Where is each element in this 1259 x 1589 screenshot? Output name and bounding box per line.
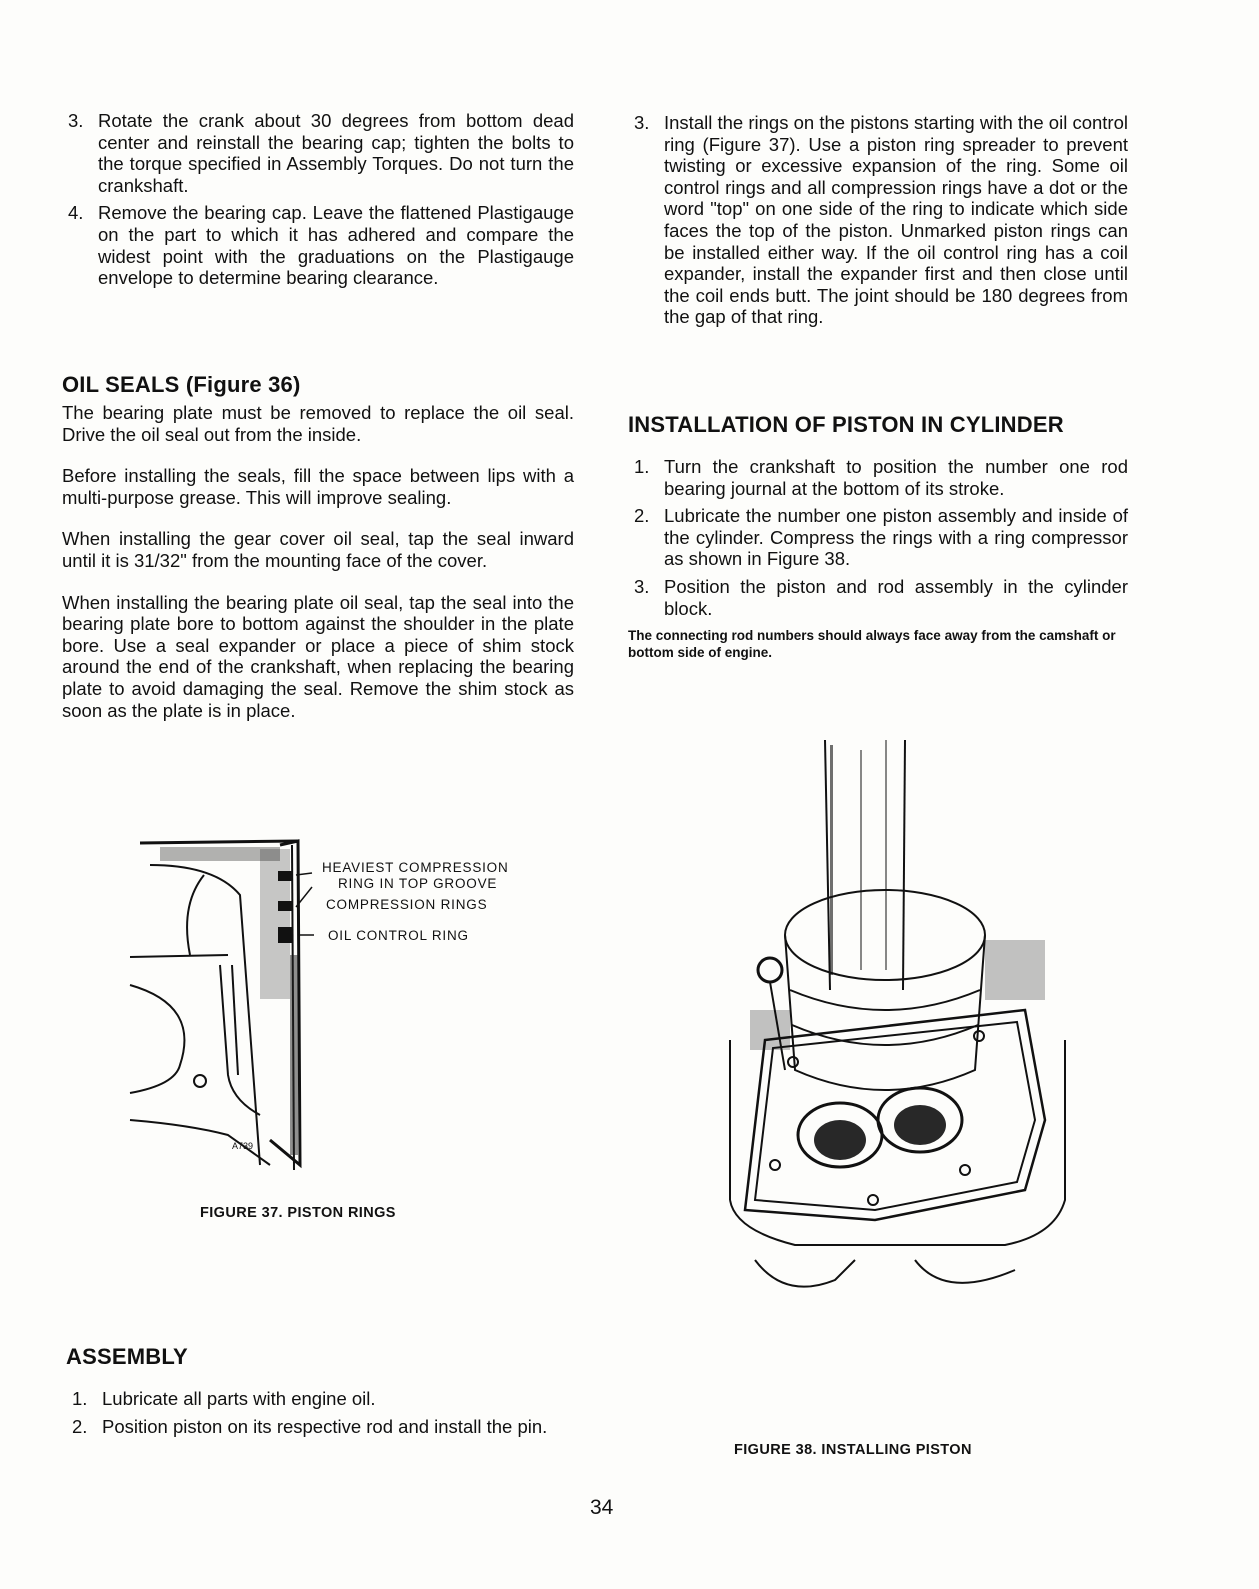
step-text: Lubricate all parts with engine oil. [102,1388,376,1409]
oil-seals-paragraph: When installing the gear cover oil seal, tap the seal inward until it is 31/32" from the mounting face of the cover. [62,528,574,571]
installation-section [628,412,1128,661]
step-number: 3. [634,112,650,133]
step-number: 1. [72,1388,88,1409]
installation-heading: INSTALLATION OF PISTON IN CYLINDER [628,412,1064,437]
label-heaviest-compression: HEAVIEST COMPRESSION [322,860,509,875]
list-item [66,1416,578,1438]
figure-38-caption: FIGURE 38. INSTALLING PISTON [734,1442,972,1458]
label-compression-rings: COMPRESSION RINGS [326,897,488,912]
oil-seals-heading: OIL SEALS (Figure 36) [62,372,301,397]
step-number: 2. [634,505,650,527]
step-text: Remove the bearing cap. Leave the flattened Plastigauge on the part to which it has adhered and compare the widest point with the graduations on the Plastigauge envelope to determine bearing clearance. [98,202,574,289]
list-item [62,110,574,196]
step-text: Lubricate the number one piston assembly and inside of the cylinder. Compress the rings with a ring compressor as shown in Figure 38. [664,505,1128,570]
oil-seals-section [62,372,574,721]
step-text: Rotate the crank about 30 degrees from bottom dead center and reinstall the bearing cap; tighten the bolts to the torque specified in Assembly Torques. Do not turn the crankshaft. [98,110,574,196]
drawing-code: A739 [232,1141,254,1151]
list-item [628,505,1128,570]
step-text: Position the piston and rod assembly in the cylinder block. [664,575,1128,619]
step-number: 4. [68,202,84,224]
step-text: Install the rings on the pistons starting with the oil control ring (Figure 37). Use a piston ring spreader to prevent twisting or excessive expansion of the ring. Some oil control rings and all compression rings have a dot or the word "top" on one side of the ring to indicate which side faces the top of the piston. Unmarked piston rings can be installed either way. If the oil control ring has a coil expander, install the expander first and then close until the coil ends butt. The joint should be 180 degrees from the gap of that ring. [664,112,1128,328]
list-item [628,112,1128,328]
step-text: Position piston on its respective rod and install the pin. [102,1415,548,1437]
oil-seals-paragraph: When installing the bearing plate oil seal, tap the seal into the bearing plate bore to bottom against the shoulder in the plate bore. Use a seal expander or place a piece of shim stock around the end of the crankshaft, when replacing the bearing plate to avoid damaging the seal. Remove the shim stock as soon as the plate is in place. [62,591,574,721]
oil-seals-paragraph: Before installing the seals, fill the space between lips with a multi-purpose grease. This will improve sealing. [62,465,574,508]
step-text: Turn the crankshaft to position the number one rod bearing journal at the bottom of its stroke. [664,456,1128,499]
label-oil-control-ring: OIL CONTROL RING [328,928,469,943]
step-number: 3. [68,110,84,131]
left-top-steps [62,110,574,295]
figure-37-labels [322,860,509,944]
list-item [628,576,1128,619]
list-item [66,1388,578,1410]
assembly-heading: ASSEMBLY [66,1344,188,1369]
figure-38-installing-piston-drawing [725,740,1075,1300]
oil-seals-paragraph: The bearing plate must be removed to replace the oil seal. Drive the oil seal out from the inside. [62,402,574,445]
assembly-section [66,1344,578,1443]
figure-37-caption: FIGURE 37. PISTON RINGS [200,1205,396,1221]
connecting-rod-note: The connecting rod numbers should always face away from the camshaft or bottom side of engine. [628,628,1116,661]
right-top-steps [628,112,1128,334]
step-number: 3. [634,575,650,597]
label-top-groove: RING IN TOP GROOVE [338,876,498,891]
page-number: 34 [590,1496,614,1519]
list-item [628,456,1128,499]
step-number: 2. [72,1415,88,1437]
step-number: 1. [634,456,650,477]
list-item [62,202,574,288]
